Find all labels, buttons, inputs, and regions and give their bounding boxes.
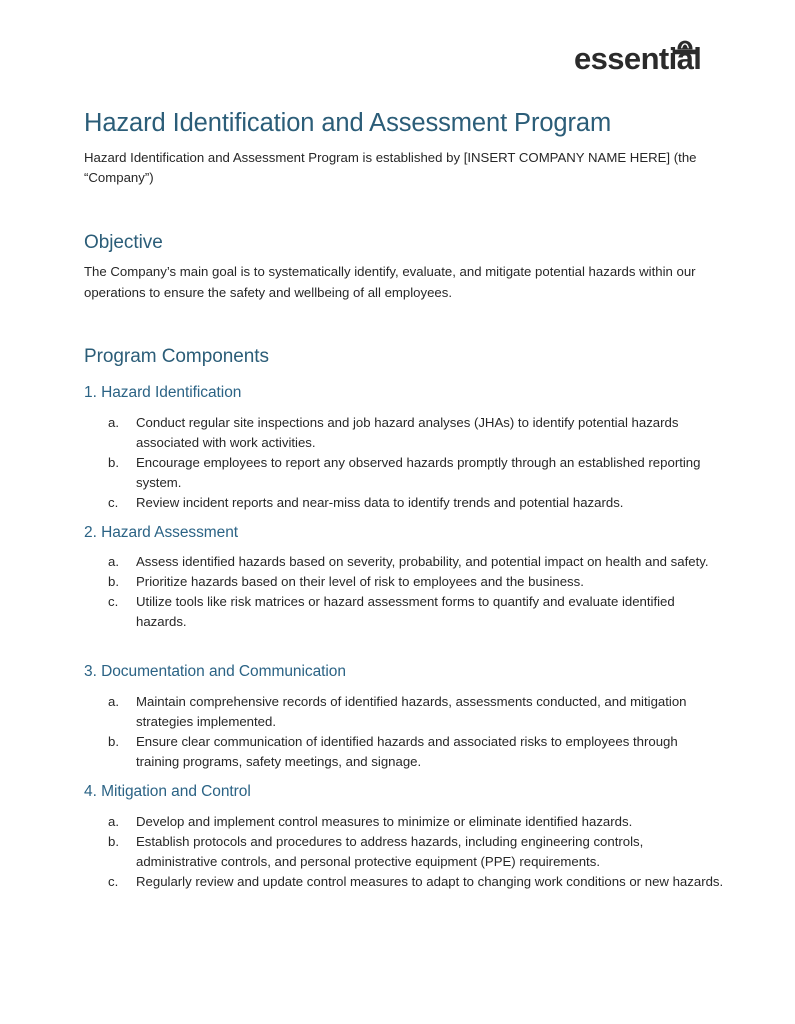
list-item-text: Assess identified hazards based on severity, probability, and potential impact on health and safety. [136, 554, 709, 569]
list-item-text: Maintain comprehensive records of identified hazards, assessments conducted, and mitigation strategies implemented. [136, 694, 687, 729]
list-item-text: Ensure clear communication of identified hazards and associated risks to employees through training programs, safety meetings, and signage. [136, 733, 678, 769]
list-marker: a. [108, 415, 119, 430]
list-marker: c. [108, 594, 119, 610]
list-marker: b. [108, 733, 119, 749]
list-item-text: Conduct regular site inspections and job hazard analyses (JHAs) to identify potential hazards associated with work activities. [136, 415, 679, 450]
list-item-text: Establish protocols and procedures to address hazards, including engineering controls, administrative controls, and personal protective equipment (PPE) requirements. [136, 834, 644, 869]
list-item-text: Develop and implement control measures to minimize or eliminate identified hazards. [136, 814, 633, 829]
section-2-list [84, 552, 724, 632]
list-item [84, 453, 724, 492]
list-marker: a. [108, 554, 119, 569]
list-marker: b. [108, 574, 119, 590]
list-item [84, 592, 724, 631]
list-item [84, 732, 724, 771]
section-heading-hazard-assessment: 2. Hazard Assessment [84, 524, 239, 541]
section-4-list [84, 812, 724, 892]
list-item-text: Review incident reports and near-miss data to identify trends and potential hazards. [136, 494, 624, 510]
list-item [84, 872, 724, 892]
list-marker: b. [108, 834, 119, 850]
section-heading-documentation-and-communication: 3. Documentation and Communication [84, 663, 346, 680]
list-item [84, 572, 724, 592]
section-1-list [84, 413, 724, 513]
essential-logo-svg [574, 35, 716, 75]
program-components-heading: Program Components [84, 346, 269, 367]
section-heading-hazard-identification: 1. Hazard Identification [84, 384, 242, 401]
brand-logo [574, 33, 716, 77]
list-marker: c. [108, 874, 119, 890]
objective-body: The Company’s main goal is to systematically identify, evaluate, and mitigate potential hazards within our operations to ensure the safety and wellbeing of all employees. [84, 264, 696, 300]
list-item [84, 493, 724, 513]
list-item [84, 832, 724, 871]
list-marker: c. [108, 494, 119, 510]
list-marker: b. [108, 454, 119, 470]
objective-heading: Objective [84, 232, 163, 253]
list-marker: a. [108, 814, 119, 829]
section-3-list [84, 692, 724, 772]
logo-wordmark: essential [574, 41, 702, 75]
list-item-text: Utilize tools like risk matrices or hazard assessment forms to quantify and evaluate identified hazards. [136, 594, 675, 630]
list-item-text: Encourage employees to report any observed hazards promptly through an established reporting system. [136, 454, 701, 490]
list-item [84, 413, 724, 452]
list-item-text: Prioritize hazards based on their level of risk to employees and the business. [136, 574, 584, 590]
list-item [84, 552, 724, 572]
list-item-text: Regularly review and update control measures to adapt to changing work conditions or new hazards. [136, 874, 724, 890]
section-heading-mitigation-and-control: 4. Mitigation and Control [84, 783, 251, 800]
page-title: Hazard Identification and Assessment Program [84, 109, 612, 137]
list-item [84, 812, 724, 832]
document-intro: Hazard Identification and Assessment Program is established by [INSERT COMPANY NAME HERE] (the “Company”) [84, 150, 697, 186]
list-marker: a. [108, 694, 119, 709]
list-item [84, 692, 724, 731]
